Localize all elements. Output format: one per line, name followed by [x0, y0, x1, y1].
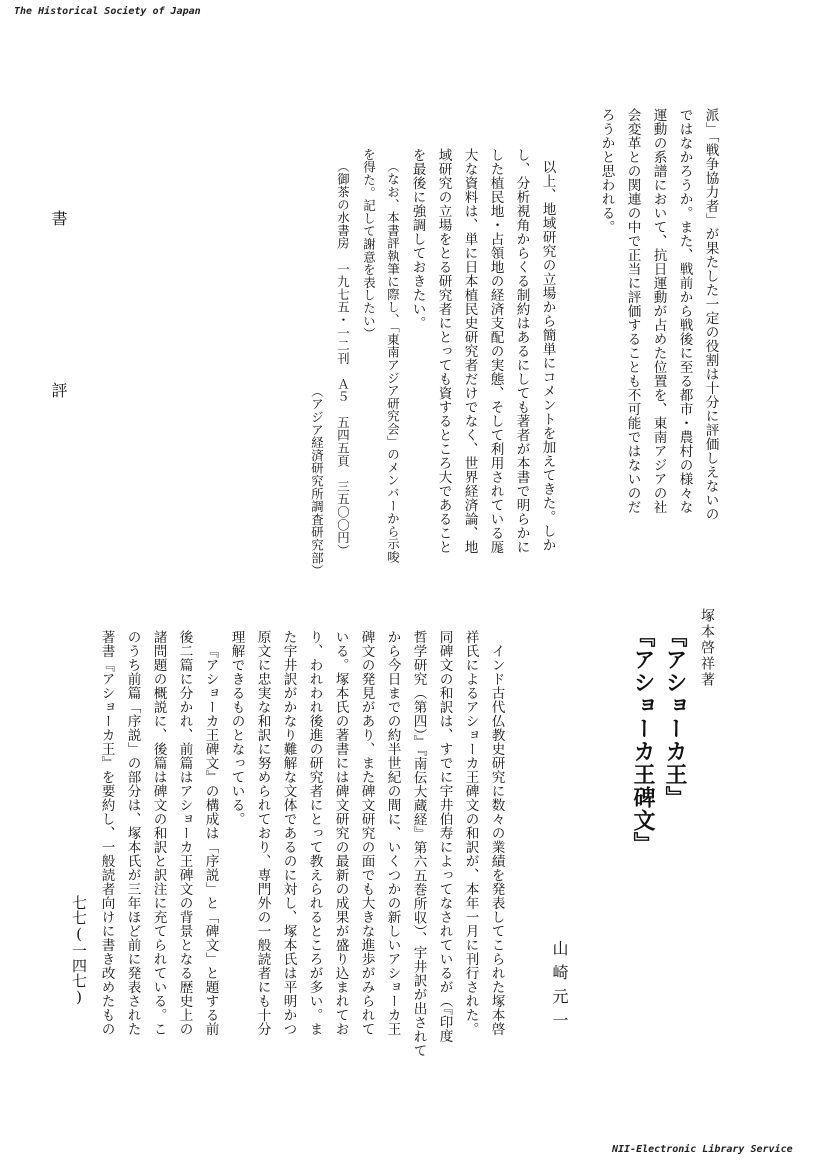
- review-line-15: のうち前篇「序説」の部分は、塚本氏が三年ほど前に発表された: [124, 630, 141, 1036]
- review-line-4: 哲学研究（第四）』『南伝大蔵経』第六五巻所収）、宇井訳が出されて: [410, 630, 427, 1058]
- review-line-2: 祥氏によるアショーカ王碑文の和訳が、本年一月に刊行された。: [462, 630, 479, 1036]
- upper-line-4: 会変革との関連の中で正当に評価することも不可能ではないのだ: [624, 108, 641, 514]
- upper-line-1: 派」「戦争協力者」が果たした一定の役割は十分に評価しえないの: [702, 108, 719, 522]
- review-line-14: 諸問題の概説に、後篇は碑文の和訳と訳注に充てられている。こ: [150, 630, 167, 1036]
- review-line-11: 理解できるものとなっている。: [228, 630, 245, 826]
- review-line-1: インド古代仏教史研究に数々の業績を発表してこられた塚本啓: [488, 644, 505, 1036]
- note-line-2: を得た。記して謝意を表したい）: [361, 148, 377, 340]
- review-line-13: 後二篇に分かれ、前篇はアショーカ王碑文の背景となる歴史上の: [176, 630, 193, 1036]
- review-line-3: 同碑文の和訳は、すでに宇井伯寿によってなされているが（『印度: [436, 630, 453, 1044]
- library-footer: NII-Electronic Library Service: [612, 1144, 793, 1155]
- book-title-1: 『アショーカ王』: [662, 625, 688, 809]
- conclusion-line-4: 大な資料は、単に日本植民史研究者だけでなく、世界経済論、地: [461, 148, 478, 554]
- reviewer-name: 山崎元一: [550, 940, 569, 1036]
- review-line-8: り、われわれ後進の研究者にとって教えられるところが多い。ま: [306, 630, 323, 1036]
- conclusion-line-1: 以上、地域研究の立場から簡単にコメントを加えてきた。しか: [539, 160, 556, 552]
- conclusion-line-3: した植民地・占領地の経済支配の実態、そして利用されている厖: [487, 148, 504, 554]
- note-line-1: （なお、本書評執筆に際し、「東南アジア研究会」のメンバーから示唆: [385, 160, 401, 564]
- review-line-5: から今日までの約半世紀の間に、いくつかの新しいアショーカ王: [384, 630, 401, 1036]
- upper-line-3: 運動の系譜において、抗日運動が占めた位置を、東南アジアの社: [650, 108, 667, 514]
- conclusion-line-5: 域研究の立場をとる研究者にとっても資するところ大であること: [435, 148, 452, 554]
- conclusion-line-6: を最後に強調しておきたい。: [409, 148, 426, 330]
- book-title-2: 『アショーカ王碑文』: [630, 625, 656, 855]
- conclusion-line-2: し、分析視角からくる制約はあるにしても著者が本書で明らかに: [513, 148, 530, 554]
- review-line-9: た宇井訳がかなり難解な文体であるのに対し、塚本氏は平明かつ: [280, 630, 297, 1036]
- upper-line-5: ろうかと思われる。: [598, 108, 615, 234]
- review-line-10: 原文に忠実な和訳に努められており、専門外の一般読者にも十分: [254, 630, 271, 1036]
- page-number: 七七(一四七): [70, 895, 88, 1006]
- book-author: 塚本啓祥著: [699, 608, 715, 688]
- review-line-7: いる。塚本氏の著書には碑文研究の最新の成果が盛り込まれてお: [332, 630, 349, 1036]
- review-line-16: 著書『アショーカ王』を要約し、一般読者向けに書き改めたもの: [98, 630, 115, 1036]
- reviewer-affiliation: （アジア経済研究所調査研究部）: [309, 385, 325, 577]
- society-header: The Historical Society of Japan: [14, 6, 201, 17]
- review-line-12: 『アショーカ王碑文』の構成は「序説」と「碑文」と題する前: [202, 644, 219, 1036]
- section-label: 書 評: [49, 210, 68, 468]
- review-line-6: 碑文の発見があり、また碑文研究の面でも大きな進歩がみられて: [358, 630, 375, 1036]
- upper-line-2: ではなかろうか。また、戦前から戦後に至る都市・農村の様々な: [676, 108, 693, 514]
- publication-info: （御茶の水書房 一九七五・一二刊 Ａ５ 五四五頁 三五〇〇円）: [335, 160, 351, 557]
